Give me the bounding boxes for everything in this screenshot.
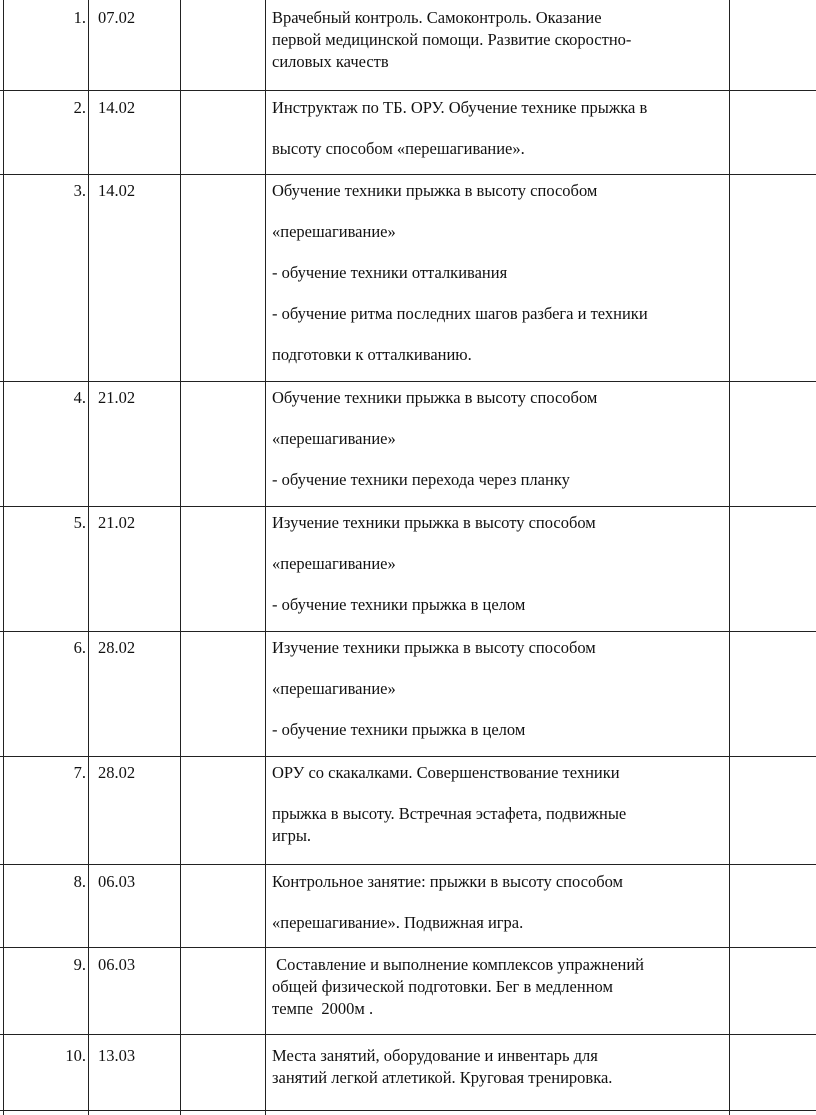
row-number: 7. — [73, 763, 86, 782]
row-number: 2. — [73, 98, 86, 117]
topic-line: Инструктаж по ТБ. ОРУ. Обучение технике прыжка в — [272, 98, 648, 117]
lesson-topic — [272, 1046, 727, 1090]
topic-line: Контрольное занятие: прыжки в высоту способом — [272, 872, 623, 891]
topic-line: Изучение техники прыжка в высоту способом — [272, 513, 596, 532]
topic-line: темпе 2000м . — [272, 999, 374, 1018]
topic-line: ОРУ со скакалками. Совершенствование техники — [272, 763, 620, 782]
topic-line: прыжка в высоту. Встречная эстафета, подвижные — [272, 804, 627, 823]
topic-line: - обучение ритма последних шагов разбега и техники — [272, 304, 648, 323]
topic-line: общей физической подготовки. Бег в медленном — [272, 977, 613, 996]
lesson-topic — [272, 955, 727, 1021]
topic-line: «перешагивание» — [272, 554, 396, 573]
lesson-topic — [272, 8, 727, 74]
row-date: 21.02 — [98, 513, 136, 532]
row-date: 06.03 — [98, 955, 136, 974]
row-number: 9. — [73, 955, 86, 974]
topic-line: Обучение техники прыжка в высоту способом — [272, 388, 598, 407]
topic-line: Врачебный контроль. Самоконтроль. Оказание — [272, 8, 602, 27]
lesson-topic — [272, 98, 727, 180]
topic-line: - обучение техники прыжка в целом — [272, 720, 526, 739]
row-divider — [0, 90, 816, 91]
row-date: 28.02 — [98, 763, 136, 782]
topic-line: «перешагивание» — [272, 429, 396, 448]
topic-line: Места занятий, оборудование и инвентарь для — [272, 1046, 598, 1065]
topic-line: - обучение техники перехода через планку — [272, 470, 570, 489]
topic-line: силовых качеств — [272, 52, 389, 71]
row-date: 07.02 — [98, 8, 136, 27]
topic-line: подготовки к отталкиванию. — [272, 345, 472, 364]
row-number: 4. — [73, 388, 86, 407]
topic-line: Обучение техники прыжка в высоту способом — [272, 181, 598, 200]
lesson-topic — [272, 181, 727, 386]
topic-line: занятий легкой атлетикой. Круговая тренировка. — [272, 1068, 613, 1087]
row-number: 8. — [73, 872, 86, 891]
row-divider — [0, 864, 816, 865]
topic-line: «перешагивание». Подвижная игра. — [272, 913, 524, 932]
topic-line: «перешагивание» — [272, 222, 396, 241]
row-date: 21.02 — [98, 388, 136, 407]
row-number: 10. — [65, 1046, 86, 1065]
topic-line: Составление и выполнение комплексов упражнений — [272, 955, 645, 974]
row-date: 13.03 — [98, 1046, 136, 1065]
topic-line: «перешагивание» — [272, 679, 396, 698]
topic-line: Изучение техники прыжка в высоту способом — [272, 638, 596, 657]
topic-line: первой медицинской помощи. Развитие скоростно- — [272, 30, 632, 49]
row-number: 6. — [73, 638, 86, 657]
row-date: 14.02 — [98, 181, 136, 200]
row-number: 1. — [73, 8, 86, 27]
row-date: 14.02 — [98, 98, 136, 117]
table-border-bottom — [0, 1110, 816, 1111]
topic-line: игры. — [272, 826, 312, 845]
lesson-topic — [272, 638, 727, 761]
row-date: 06.03 — [98, 872, 136, 891]
lesson-topic — [272, 872, 727, 954]
lesson-topic — [272, 513, 727, 636]
row-divider — [0, 1034, 816, 1035]
topic-line: - обучение техники отталкивания — [272, 263, 508, 282]
lesson-topic — [272, 763, 727, 848]
topic-line: высоту способом «перешагивание». — [272, 139, 525, 158]
row-number: 3. — [73, 181, 86, 200]
row-date: 28.02 — [98, 638, 136, 657]
row-number: 5. — [73, 513, 86, 532]
lesson-topic — [272, 388, 727, 511]
topic-line: - обучение техники прыжка в целом — [272, 595, 526, 614]
